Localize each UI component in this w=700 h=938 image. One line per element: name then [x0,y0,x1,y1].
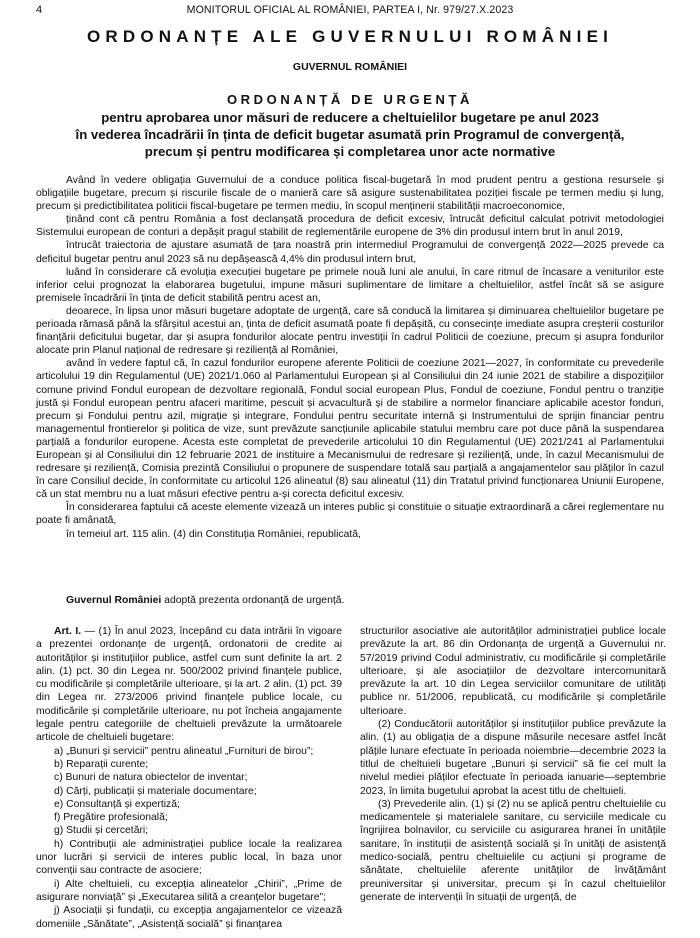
article-continuation: structurilor asociative ale autorităților administrației publice locale prevăzute la art. 86 din Ordonanța de urgență a Guvernului nr. 57/2019 privind Codul administrativ, cu modificările și completările ulterioare, și ale asociațiilor de dezvoltare intercomunitară prevăzute la art. 10 din Legea serviciilor comunitare de utilități publice nr. 51/2006, republicată, cu modificările și completările ulterioare. [360,626,666,717]
article-paragraph-1 [36,625,342,745]
preamble-paragraph: având în vedere faptul că, în cazul fondurilor europene aferente Politicii de coeziune 2021—2027, în conformitate cu prevederile articolului 19 din Regulamentul (UE) 2021/1.060 al Parlamentului European și al Consiliului din 24 iunie 2021 de stabilire a dispozițiilor comune privind Fondul european de dezvoltare regională, Fondul social european Plus, Fondul de coeziune, Fondul pentru o tranziție justă și Fondul european pentru afaceri maritime, pescuit și acvacultură și de stabilire a normelor financiare aplicabile acestor fonduri, precum și Fondului pentru azil, migrație și integrare, Fondului pentru securitate internă și Instrumentului de sprijin financiar pentru managementul frontierelor și politica de vize, sunt prevăzute sancțiunile aplicabile statului membru care pot duce până la suspendarea parțială a fondurilor europene. Acesta este completat de prevederile articolului 10 din Regulamentul (UE) 2021/241 al Parlamentului European și al Consiliului din 12 februarie 2021 de instituire a Mecanismului de redresare și reziliență, unde, în cazul Mecanismului de redresare și reziliență, Comisia prezintă Consiliului o propunere de suspendare totală sau parțială a angajamentelor sau plăților în cazul în care Consiliul decide, în conformitate cu articolul 126 alineatul (8) sau alineatul (11) din Tratatul privind funcționarea Uniunii Europene, că un stat membru nu a luat măsuri efective pentru a-și corecta deficitul excesiv. [36,358,664,501]
section-title: ORDONANȚE ALE GUVERNULUI ROMÂNIEI [86,27,614,46]
list-item: c) Bunuri de natura obiectelor de inventar; [54,772,248,784]
title-line: precum și pentru modificarea și completarea unor acte normative [144,144,556,159]
preamble [36,174,664,541]
list-item: j) Asociații și fundații, cu excepția angajamentelor ce vizează domeniile „Sănătate”, „Asistență socială” și finanțarea [36,905,342,930]
preamble-paragraph: luând în considerare că evoluția execuției bugetare pe primele nouă luni ale anului, în care ritmul de încasare a veniturilor este inferior celui prognozat la elaborarea bugetului, impune măsuri suplimentare de limitare a cheltuielilor, astfel încât să se asigure premisele încadrării în ținta de deficit stabilită pentru acest an, [36,266,664,304]
list-item: b) Reparații curente; [54,758,149,770]
issuer-name: GUVERNUL ROMÂNIEI [292,61,408,73]
adoption-statement [36,594,664,607]
preamble-paragraph: deoarece, în lipsa unor măsuri bugetare adoptate de urgență, care să conducă la limitarea și diminuarea cheltuielilor bugetare pe perioada rămasă până la sfârșitul acestui an, ținta de deficit asumată poate fi depășită, cu consecințe imediate asupra creșterii costurilor finanțării deficitului bugetar, dar și asupra fondurilor alocate pentru investiții în cadrul Politicii de coeziune, precum și asupra fondurilor alocate prin Planul național de redresare și reziliență al României, [36,305,664,357]
article-label: Art. I. [54,626,82,637]
title-line: pentru aprobarea unor măsuri de reducere a cheltuielilor bugetare pe anul 2023 [101,110,599,125]
list-item: f) Pregătire profesională; [54,812,168,824]
adoption-subject: Guvernul României [66,595,162,606]
list-item: a) „Bunuri și servicii” pentru alineatul „Furnituri de birou”; [54,745,314,757]
article-left-column [36,625,342,931]
page-number: 4 [36,4,43,16]
list-item: i) Alte cheltuieli, cu excepția alineatelor „Chirii”, „Prime de asigurare nonviață” și „Executarea silită a creanțelor bugetare”; [36,878,342,903]
list-item: g) Studii și cercetări; [54,825,149,837]
preamble-paragraph: În considerarea faptului că aceste elemente vizează un interes public și constituie o situație extraordinară a cărei reglementare nu poate fi amânată, [36,502,664,527]
list-item: d) Cărți, publicații și materiale documentare; [54,785,257,797]
article-intro: — (1) În anul 2023, începând cu data intrării în vigoare a prezentei ordonanțe de urgență, ordonatorii de credite ai autorităților și instituțiilor publice, astfel cum sunt definite la art. 2 alin. (1) pct. 30 din Legea nr. 500/2002 privind finanțele publice, cu modificările și completările ulterioare, și la art. 2 alin. (1) pct. 39 din Legea nr. 273/2006 privind finanțele publice locale, cu modificările și completările ulterioare, nu pot încheia angajamente legale pentru categoriile de cheltuieli prevăzute la următoarele articole de cheltuieli bugetare: [36,626,342,744]
document-title [30,109,670,160]
preamble-paragraph: Având în vedere obligația Guvernului de a conduce politica fiscal-bugetară în mod prudent pentru a gestiona resursele și obligațiile bugetare, precum și riscurile fiscale de o manieră care să asigure sustenabilitatea poziției fiscale pe termen mediu și lung, precum și predictibilitatea politicii fiscal-bugetare pe termen mediu, în scopul menținerii stabilității macroeconomice, [36,175,664,213]
title-line: în vederea încadrării în ținta de deficit bugetar asumată prin Programul de convergență, [75,127,625,142]
document-type: ORDONANȚĂ DE URGENȚĂ [226,92,474,107]
preamble-paragraph: în temeiul art. 115 alin. (4) din Constituția României, republicată, [66,528,361,540]
article-paragraph-2: (2) Conducătorii autorităților și instituțiilor publice prevăzute la alin. (1) au obligația de a dispune măsurile necesare astfel încât plățile lunare efectuate în perioada noiembrie—decembrie 2023 la titlul de cheltuieli bugetare „Bunuri și servicii” să fie cel mult la nivelul mediei plăților efectuate în perioada ianuarie—septembrie 2023, în limita bugetului aprobat la acest titlu de cheltuieli. [360,719,666,797]
preamble-paragraph: ținând cont că pentru România a fost declanșată procedura de deficit excesiv, întrucât deficitul calculat potrivit metodologiei Sistemului european de conturi a depășit pragul stabilit de reglementările europene de 3% din produsul intern brut în anul 2019, [36,214,664,239]
article-paragraph-3: (3) Prevederile alin. (1) și (2) nu se aplică pentru cheltuielile cu medicamentele și materialele sanitare, cu serviciile medicale cu îngrijirea bolnavilor, cu serviciile cu asigurarea hranei în unitățile sanitare, în instituții de asistență socială și în unități de asistență medico-socială, pentru cheltuielile cu acțiuni și programe de sănătate, cheltuielile aferente unităților de învățământ preuniversitar și universitar, precum și în cazul cheltuielilor generate de intervenții în situații de urgență, de [360,798,666,903]
list-item: e) Consultanță și expertiză; [54,798,180,810]
preamble-paragraph: întrucât traiectoria de ajustare asumată de țara noastră prin intermediul Programului de convergență 2022—2025 prevede ca deficitul bugetar pentru anul 2023 să nu depășească 4,4% din produsul intern brut, [36,240,664,265]
list-item: h) Contribuții ale administrației publice locale la realizarea unor lucrări și servicii de interes public local, în baza unor convenții sau contracte de asociere; [36,838,342,877]
running-head: MONITORUL OFICIAL AL ROMÂNIEI, PARTEA I, Nr. 979/27.X.2023 [186,4,514,16]
adoption-text: adoptă prezenta ordonanță de urgență. [161,595,345,606]
article-right-column [360,625,666,904]
